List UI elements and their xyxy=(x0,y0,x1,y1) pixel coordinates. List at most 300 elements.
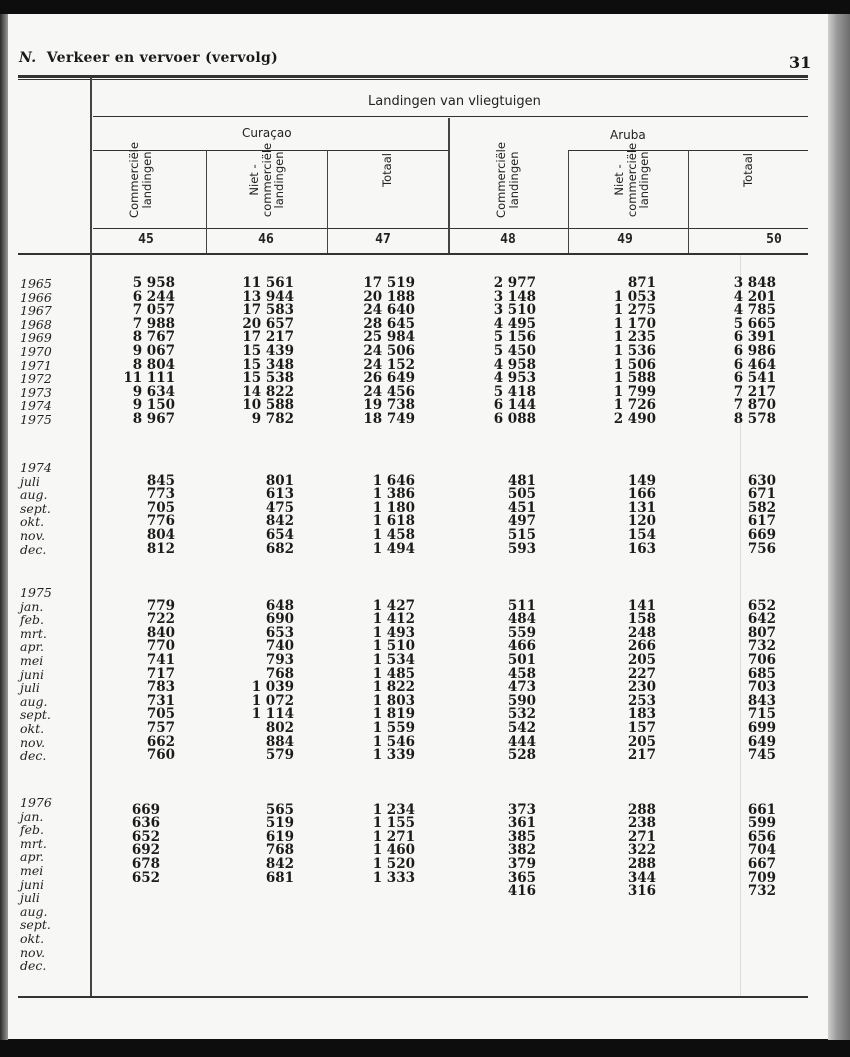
header-bottom-rule xyxy=(18,253,808,255)
table-cell: 801 xyxy=(265,472,294,489)
table-cell: 802 xyxy=(265,719,294,736)
table-cell: 652 xyxy=(131,869,160,886)
table-cell: 1 506 xyxy=(613,356,656,373)
table-cell: 288 xyxy=(627,855,656,872)
table-cell: 163 xyxy=(627,540,656,557)
table-cell: 1 485 xyxy=(372,665,415,682)
table-cell: 1 510 xyxy=(372,638,415,655)
table-cell: 365 xyxy=(507,869,536,886)
scan-bottom-edge xyxy=(0,1040,850,1057)
table-cell: 5 156 xyxy=(493,329,536,346)
table-cell: 1 534 xyxy=(372,651,415,668)
table-cell: 1 493 xyxy=(372,624,415,641)
super-header: Landingen van vliegtuigen xyxy=(368,94,541,109)
table-cell: 667 xyxy=(747,855,776,872)
table-cell: 593 xyxy=(507,540,536,557)
table-cell: 4 201 xyxy=(733,288,776,305)
col-header-50: Totaal xyxy=(741,153,755,187)
table-cell: 6 464 xyxy=(733,356,776,373)
column-48-1974 xyxy=(466,472,536,557)
table-cell: 5 450 xyxy=(493,342,536,359)
table-cell: 709 xyxy=(747,869,776,886)
table-cell: 458 xyxy=(507,665,536,682)
table-cell: 619 xyxy=(265,828,294,845)
table-cell: 24 640 xyxy=(363,302,415,319)
table-cell: 501 xyxy=(507,651,536,668)
table-cell: 732 xyxy=(747,883,776,900)
table-cell: 316 xyxy=(627,883,656,900)
table-cell: 559 xyxy=(507,624,536,641)
row-label: sept. xyxy=(20,500,51,516)
row-label: apr. xyxy=(20,639,45,655)
table-cell: 6 391 xyxy=(733,329,776,346)
col-number-50: 50 xyxy=(766,232,782,247)
row-label: okt. xyxy=(20,930,45,946)
row-label: 1971 xyxy=(20,357,52,373)
table-cell: 654 xyxy=(265,526,294,543)
row-label: 1966 xyxy=(20,289,52,305)
table-cell: 565 xyxy=(265,801,294,818)
table-cell: 2 977 xyxy=(493,275,536,291)
table-cell: 205 xyxy=(627,733,656,750)
table-cell: 149 xyxy=(627,472,656,489)
table-cell: 1 072 xyxy=(251,692,294,709)
col-divider-46-47 xyxy=(327,150,328,253)
column-49-1974 xyxy=(586,472,656,557)
block-heading: 1975 xyxy=(20,585,52,600)
table-bottom-rule xyxy=(18,996,808,998)
table-cell: 444 xyxy=(507,733,536,750)
table-cell: 1 170 xyxy=(613,315,656,332)
table-cell: 5 958 xyxy=(132,275,175,291)
table-cell xyxy=(224,940,294,954)
row-label: sept. xyxy=(20,917,51,933)
table-cell: 217 xyxy=(627,747,656,764)
top-double-rule-thin xyxy=(18,79,808,80)
table-cell: 636 xyxy=(131,815,160,832)
table-cell: 253 xyxy=(627,692,656,709)
row-label: jan. xyxy=(20,598,44,614)
table-cell: 17 217 xyxy=(242,329,294,346)
table-cell: 582 xyxy=(747,499,776,516)
column-45-1974 xyxy=(105,472,175,557)
table-cell: 804 xyxy=(146,526,175,543)
table-cell: 6 541 xyxy=(733,370,776,387)
row-label: nov. xyxy=(20,734,46,750)
column-48-annual xyxy=(466,277,536,427)
table-cell: 6 088 xyxy=(493,410,536,427)
table-cell: 678 xyxy=(131,855,160,872)
row-label: 1965 xyxy=(20,276,52,291)
table-cell: 6 986 xyxy=(733,342,776,359)
column-45-1976 xyxy=(90,801,160,967)
table-cell: 18 749 xyxy=(363,410,415,427)
table-cell: 19 738 xyxy=(363,397,415,414)
col-divider-49-50 xyxy=(688,150,689,253)
column-50-1975 xyxy=(706,597,776,764)
table-cell: 692 xyxy=(131,842,160,859)
table-cell xyxy=(706,940,776,954)
table-cell: 15 439 xyxy=(242,342,294,359)
column-48-1976 xyxy=(466,801,536,967)
col-header-49: Niet - commerciële landingen xyxy=(612,142,651,218)
table-cell xyxy=(586,940,656,954)
table-cell: 5 418 xyxy=(493,383,536,400)
table-cell: 760 xyxy=(146,747,175,764)
column-46-1974 xyxy=(224,472,294,557)
table-cell: 656 xyxy=(747,828,776,845)
table-cell: 613 xyxy=(265,486,294,503)
table-cell: 15 348 xyxy=(242,356,294,373)
row-label: nov. xyxy=(20,527,46,543)
table-cell: 1 412 xyxy=(372,611,415,628)
table-cell: 768 xyxy=(265,665,294,682)
column-47-annual xyxy=(345,277,415,427)
table-cell: 25 984 xyxy=(363,329,415,346)
table-cell: 11 561 xyxy=(242,275,294,291)
row-label: 1973 xyxy=(20,384,52,400)
row-label: feb. xyxy=(20,822,44,838)
table-cell: 1 275 xyxy=(613,302,656,319)
row-label: 1970 xyxy=(20,343,52,359)
scan-left-edge xyxy=(0,14,8,1040)
table-cell: 630 xyxy=(747,472,776,489)
column-46-1975 xyxy=(224,597,294,764)
row-label: dec. xyxy=(20,541,47,557)
table-cell: 9 782 xyxy=(251,410,294,427)
table-cell: 451 xyxy=(507,499,536,516)
table-cell: 1 803 xyxy=(372,692,415,709)
table-cell: 1 819 xyxy=(372,706,415,723)
table-cell xyxy=(224,953,294,967)
table-cell: 7 057 xyxy=(132,302,175,319)
table-cell: 590 xyxy=(507,692,536,709)
row-label: okt. xyxy=(20,720,45,736)
row-label: 1967 xyxy=(20,303,52,319)
col-number-45: 45 xyxy=(138,232,154,247)
table-cell: 669 xyxy=(131,801,160,818)
table-cell: 599 xyxy=(747,815,776,832)
table-cell xyxy=(345,940,415,954)
table-cell: 2 490 xyxy=(613,410,656,427)
table-cell: 4 953 xyxy=(493,370,536,387)
table-cell xyxy=(90,885,160,899)
block-heading: 1974 xyxy=(20,460,52,475)
table-cell: 466 xyxy=(507,638,536,655)
table-cell: 5 665 xyxy=(733,315,776,332)
top-double-rule xyxy=(18,75,808,78)
table-cell: 579 xyxy=(265,747,294,764)
table-cell: 8 804 xyxy=(132,356,175,373)
table-cell: 8 767 xyxy=(132,329,175,346)
row-label: mrt. xyxy=(20,625,47,641)
table-cell: 1 588 xyxy=(613,370,656,387)
row-labels-1975 xyxy=(20,586,52,763)
table-cell: 6 144 xyxy=(493,397,536,414)
table-cell: 842 xyxy=(265,855,294,872)
table-cell: 642 xyxy=(747,611,776,628)
row-label: aug. xyxy=(20,903,48,919)
group-divider xyxy=(448,118,450,253)
table-cell: 183 xyxy=(627,706,656,723)
table-cell: 652 xyxy=(747,597,776,614)
column-46-1976 xyxy=(224,801,294,967)
table-cell: 681 xyxy=(265,869,294,886)
table-cell: 773 xyxy=(146,486,175,503)
table-cell: 515 xyxy=(507,526,536,543)
table-cell: 1 386 xyxy=(372,486,415,503)
table-cell xyxy=(706,953,776,967)
col-header-45: Commerciële landingen xyxy=(127,142,154,218)
table-cell: 511 xyxy=(507,597,536,614)
table-cell: 9 150 xyxy=(132,397,175,414)
table-cell: 528 xyxy=(507,747,536,764)
column-49-annual xyxy=(586,277,656,427)
table-cell xyxy=(90,940,160,954)
table-cell xyxy=(224,885,294,899)
table-cell: 542 xyxy=(507,719,536,736)
table-cell: 227 xyxy=(627,665,656,682)
table-cell: 8 578 xyxy=(733,410,776,427)
table-cell: 1 618 xyxy=(372,513,415,530)
table-cell: 154 xyxy=(627,526,656,543)
table-cell xyxy=(224,926,294,940)
table-cell: 770 xyxy=(146,638,175,655)
table-cell: 740 xyxy=(265,638,294,655)
row-label: 1968 xyxy=(20,316,52,332)
table-cell: 793 xyxy=(265,651,294,668)
table-cell xyxy=(466,912,536,926)
table-cell: 1 155 xyxy=(372,815,415,832)
row-labels-1976 xyxy=(20,796,52,973)
table-cell: 690 xyxy=(265,611,294,628)
table-cell xyxy=(466,899,536,913)
table-cell: 1 114 xyxy=(251,706,294,723)
table-cell: 685 xyxy=(747,665,776,682)
col-divider-45-46 xyxy=(206,150,207,253)
table-cell: 9 634 xyxy=(132,383,175,400)
table-cell: 1 536 xyxy=(613,342,656,359)
section-title xyxy=(19,50,278,66)
column-45-annual xyxy=(105,277,175,427)
table-cell xyxy=(586,899,656,913)
table-cell: 1 180 xyxy=(372,499,415,516)
column-47-1974 xyxy=(345,472,415,557)
table-cell: 722 xyxy=(146,611,175,628)
row-label: juli xyxy=(20,473,40,489)
table-cell: 843 xyxy=(747,692,776,709)
table-cell: 8 967 xyxy=(132,410,175,427)
col-header-48: Commerciële landingen xyxy=(494,142,521,218)
table-cell: 776 xyxy=(146,513,175,530)
table-cell: 756 xyxy=(747,540,776,557)
table-cell: 379 xyxy=(507,855,536,872)
table-cell: 705 xyxy=(146,499,175,516)
section-letter: N. xyxy=(19,50,37,66)
row-label: dec. xyxy=(20,958,47,974)
table-cell: 703 xyxy=(747,679,776,696)
col-number-49: 49 xyxy=(617,232,633,247)
row-label: aug. xyxy=(20,693,48,709)
table-cell: 662 xyxy=(146,733,175,750)
table-cell xyxy=(345,885,415,899)
table-cell: 1 646 xyxy=(372,472,415,489)
table-cell xyxy=(466,953,536,967)
table-cell: 519 xyxy=(265,815,294,832)
table-cell: 24 506 xyxy=(363,342,415,359)
table-cell xyxy=(90,953,160,967)
row-label: jan. xyxy=(20,808,44,824)
table-cell xyxy=(586,926,656,940)
table-cell: 13 944 xyxy=(242,288,294,305)
table-cell: 271 xyxy=(627,828,656,845)
table-cell: 648 xyxy=(265,597,294,614)
column-50-1976 xyxy=(706,801,776,967)
table-cell: 158 xyxy=(627,611,656,628)
table-cell: 15 538 xyxy=(242,370,294,387)
col-number-48: 48 xyxy=(500,232,516,247)
table-cell: 3 148 xyxy=(493,288,536,305)
table-cell xyxy=(586,953,656,967)
table-cell: 20 188 xyxy=(363,288,415,305)
table-cell: 1 339 xyxy=(372,747,415,764)
table-cell: 24 456 xyxy=(363,383,415,400)
row-label: mei xyxy=(20,652,44,668)
row-label: feb. xyxy=(20,612,44,628)
table-cell xyxy=(224,912,294,926)
table-cell: 1 799 xyxy=(613,383,656,400)
table-cell: 416 xyxy=(507,883,536,900)
table-cell xyxy=(345,899,415,913)
table-cell: 1 427 xyxy=(372,597,415,614)
table-cell: 661 xyxy=(747,801,776,818)
table-cell: 205 xyxy=(627,651,656,668)
row-label: mei xyxy=(20,862,44,878)
table-cell xyxy=(706,912,776,926)
row-label: juni xyxy=(20,666,44,682)
column-48-1975 xyxy=(466,597,536,764)
table-cell: 385 xyxy=(507,828,536,845)
table-cell: 7 217 xyxy=(733,383,776,400)
row-label: sept. xyxy=(20,707,51,723)
table-cell: 706 xyxy=(747,651,776,668)
table-cell: 1 546 xyxy=(372,733,415,750)
section-title-text: Verkeer en vervoer (vervolg) xyxy=(46,50,279,66)
table-cell: 871 xyxy=(627,275,656,291)
table-cell xyxy=(345,912,415,926)
row-label: dec. xyxy=(20,748,47,764)
table-cell: 14 822 xyxy=(242,383,294,400)
table-cell: 3 510 xyxy=(493,302,536,319)
table-cell: 382 xyxy=(507,842,536,859)
table-cell: 9 067 xyxy=(132,342,175,359)
table-cell xyxy=(466,926,536,940)
table-cell: 10 588 xyxy=(242,397,294,414)
table-cell: 653 xyxy=(265,624,294,641)
page-number: 31 xyxy=(789,53,812,72)
column-49-1976 xyxy=(586,801,656,967)
col-number-46: 46 xyxy=(258,232,274,247)
table-cell: 505 xyxy=(507,486,536,503)
table-cell: 322 xyxy=(627,842,656,859)
table-cell: 768 xyxy=(265,842,294,859)
table-cell xyxy=(586,912,656,926)
table-cell: 166 xyxy=(627,486,656,503)
row-label: mrt. xyxy=(20,835,47,851)
table-cell: 481 xyxy=(507,472,536,489)
table-cell: 28 645 xyxy=(363,315,415,332)
table-cell: 475 xyxy=(265,499,294,516)
scan-right-edge xyxy=(828,14,850,1044)
table-cell: 845 xyxy=(146,472,175,489)
table-cell: 248 xyxy=(627,624,656,641)
column-number-rule xyxy=(93,228,808,229)
table-cell: 807 xyxy=(747,624,776,641)
table-cell: 157 xyxy=(627,719,656,736)
table-cell: 131 xyxy=(627,499,656,516)
col-header-46: Niet - commerciële landingen xyxy=(247,142,286,218)
table-cell: 731 xyxy=(146,692,175,709)
table-cell: 1 333 xyxy=(372,869,415,886)
row-labels-1974 xyxy=(20,461,52,556)
super-header-rule xyxy=(93,116,808,117)
table-cell: 1 494 xyxy=(372,540,415,557)
table-cell: 344 xyxy=(627,869,656,886)
table-cell: 1 053 xyxy=(613,288,656,305)
table-cell: 1 559 xyxy=(372,719,415,736)
table-cell xyxy=(706,899,776,913)
table-cell: 779 xyxy=(146,597,175,614)
table-cell: 1 726 xyxy=(613,397,656,414)
column-45-1975 xyxy=(105,597,175,764)
table-cell: 1 234 xyxy=(372,801,415,818)
table-cell xyxy=(466,940,536,954)
table-cell: 20 657 xyxy=(242,315,294,332)
table-cell: 884 xyxy=(265,733,294,750)
table-cell: 7 988 xyxy=(132,315,175,332)
column-49-1975 xyxy=(586,597,656,764)
col-header-47: Totaal xyxy=(380,153,394,187)
row-label: apr. xyxy=(20,849,45,865)
table-cell: 26 649 xyxy=(363,370,415,387)
col-number-47: 47 xyxy=(375,232,391,247)
table-cell: 741 xyxy=(146,651,175,668)
table-cell: 288 xyxy=(627,801,656,818)
table-cell: 17 519 xyxy=(363,275,415,291)
table-cell: 682 xyxy=(265,540,294,557)
table-cell: 732 xyxy=(747,638,776,655)
table-cell: 745 xyxy=(747,747,776,764)
row-label: 1974 xyxy=(20,398,52,414)
table-cell: 1 520 xyxy=(372,855,415,872)
table-cell: 783 xyxy=(146,679,175,696)
table-cell: 1 271 xyxy=(372,828,415,845)
row-label: aug. xyxy=(20,487,48,503)
row-label: juli xyxy=(20,680,40,696)
row-label: okt. xyxy=(20,514,45,530)
column-50-1974 xyxy=(706,472,776,557)
column-47-1975 xyxy=(345,597,415,764)
table-cell: 24 152 xyxy=(363,356,415,373)
row-label: 1975 xyxy=(20,411,52,427)
table-cell xyxy=(224,899,294,913)
table-cell: 1 822 xyxy=(372,679,415,696)
table-cell: 842 xyxy=(265,513,294,530)
table-cell: 840 xyxy=(146,624,175,641)
table-cell: 649 xyxy=(747,733,776,750)
table-cell: 361 xyxy=(507,815,536,832)
table-cell: 141 xyxy=(627,597,656,614)
